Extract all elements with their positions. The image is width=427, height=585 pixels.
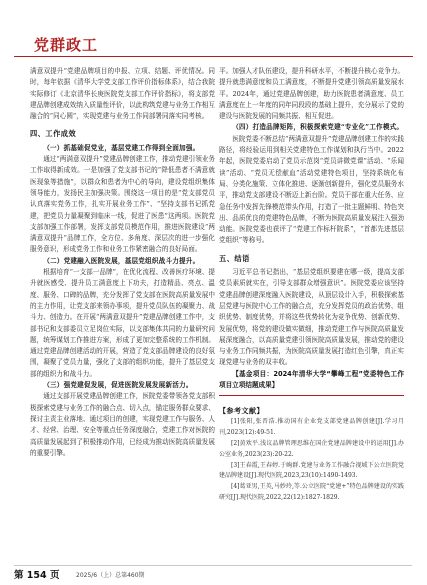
page-header [0, 0, 427, 60]
continued-paragraph: 平。加强人才队伍建设，提升科研水平，不断提升核心竞争力。提升就患满意度和员工满意度，不断提升党建引领高质量发展水平。2024年，通过党建品牌创建，助力医院患者满意度、员工满意度在上一年度的同年同段段的基础上提升，充分展示了党的建设与医院发展的同频共振、相互促进。 [219, 67, 404, 121]
issue-info: 2025/6（上）总第460期 [76, 572, 145, 579]
reference-item: [2]黄欢平.浅议品牌管理思维在国企党建品牌建设中的运用[J].办公室业务,2023(23):20-22. [219, 440, 404, 458]
conclusion-paragraph: 习近平总书记指出，“基层党组织要建在哪一级，提高支部党员素质就实在，引导支部群众增强意识”。医院党委应该坚持党建品牌创建深度融入医院建设，从顶层设计入手，积极探索基层党建与医院中心工作的融合点，充分发挥党员的政治优势、组织优势、制度优势，并将这些优势转化为竞争优势、创新优势、发展优势，将党的建设做实做细，推动党建工作与医院高质量发展深度融合，以高质量党建引领医院高质量发展，推动党的建设与业务工作同频共振，为医院高质量发展打造红色引擎，真正实现党建与业务的双丰收。 [219, 268, 404, 367]
reference-item: [1]张阳,张晋浩.推动国有企业党支部党建品牌创建[J].学习月刊,2023(12):49-51. [219, 418, 404, 437]
reference-item: [3]王春霞,王春婷.于峋群.党建与业务工作融合视域下公立医院党建品牌建设[J].现代医院,2023,23(10):1490-1493. [219, 461, 404, 480]
footer-divider [14, 565, 412, 566]
funding-divider [219, 395, 404, 396]
section-title: 党群政工 [34, 36, 99, 54]
subsection-body-4: 医院党委不断总结“两满意双提升”党建品牌创建工作的实践路径，将经验运用到相关党建特色工作谋划和执行当中。2022年起，医院党委启动了党员示范岗“党员讲微党课”活动、“乐闻读”活动、“党员无偿献血”活动党建特色项目，坚持系统化布局、分类化施策、立体化推进、逐渐创新提升，强化党员服务水平，推动党支部建设不断迈上新台阶。党员干部在重大任务、应急任务中发挥先锋模范带头作用，打造了一批主题鲜明、特色突出、品质优良的党建特色品牌，不断为医院高质量发展注入强劲动能。医院党委也获评了“党建工作标杆院系”，“首都先进基层党组织”等称号。 [219, 134, 404, 245]
subsection-heading-1: （一）抓基础促党业，基层党建工作得到全面加强。 [43, 143, 200, 152]
references-heading: 【参考文献】 [219, 407, 264, 416]
subsection-body-2: 根据培育“一支部一品牌”，在优化流程、改善医疗环境、提升就医感受、提升员工满意度上下功夫，打造精品、亮点、温度、服务、口碑的品牌，充分发挥了党支部在医院高质量发展中的主力作用，让党支部来领办事项，提升党员队伍的凝聚力、战斗力、创造力。在开展“两满意双提升”党建品牌创建工作中，支部书记和支部委员立足岗位实际，以支部集体共同的力量研究问题，统筹谋划工作推进方案，形成了更加完整系统的工作机制。通过党建品牌创建活动的开展，营造了党支部品牌建设的良好氛围，凝聚了党员力量，强化了支部的组织功能，提升了基层党支部的组织力和战斗力。 [30, 268, 215, 378]
left-column [30, 66, 215, 459]
subsection-heading-2: （二）党建融入医院发展，基层党组织战斗力提升。 [43, 256, 200, 265]
subsection-heading-4: （四）打造品牌矩阵，积极探索党建“专业化”工作模式。 [232, 123, 404, 132]
right-column [219, 66, 404, 504]
section-heading-5: 五、结语 [219, 253, 250, 263]
subsection-body-3: 通过支部开展党建品牌创建工作，医院党委带领各党支部积极探索党建与业务工作的融合点、切入点，锚定服务群众要求、探讨主责主业落地、通过项目的创建，实现党建工作与服务、人才、经营、治理、安全等重点任务深度融合，党建工作对医院的高质量发展起到了积极推动作用，已经成为推动医院高质量发展的重要引擎。 [30, 392, 215, 457]
header-divider [14, 56, 413, 57]
page-number: 第 154 页 [14, 570, 60, 581]
subsection-body-1: 通过“两满意双提升”党建品牌创建工作，推动党建引领业务工作取得新成效。一是加强了党支部书记的“降低患者不满意就医现象等措施”，以群众和患者为中心的导向，建设党组织集体领导能力，发扬民主加强决策。围绕这一项目的是“党支部党员认真落实党务工作，扎实开展业务工作”、“坚持支部书记抓党建，把党员力量凝聚到临床一线，促进了医患”这两项。医院党支部加强工作部署，发挥支部党员模范作用，推进医院建设“两满意双提升”品牌工作，全方位、多角度、深层次的进一步强化服务意识，形成党务工作和业务工作紧密融合的良好局面。 [30, 155, 215, 254]
subsection-heading-3: （三）强党建促发展，促进医院发展发展新活力。 [43, 381, 193, 390]
intro-paragraph: 满意双提升”党建品牌项目的申报、立项、结题、评优情况。同时，每年依据《清华大学党支部工作评价指标体系》，结合我院实际修订《北京清华长庚医院党支部工作评价指标》，将支部党建品牌创建成效纳入质量性评价，以此构筑党建与业务工作相互融合的“同心圆”，实现党建与业务工作同部署同落实同考核。 [30, 67, 215, 121]
reference-item: [4]葛亚男,王英,马妙玲,等.公立医院“党建+”特色品牌建设的实践研究[J].现代医院,2022,22(12):1827-1829. [219, 483, 404, 501]
section-heading-4: 四、工作成效 [30, 129, 77, 139]
funding-note: 【基金项目：2024年清华大学“攀峰工程”党委特色工作项目立项结题成果】 [219, 369, 404, 389]
